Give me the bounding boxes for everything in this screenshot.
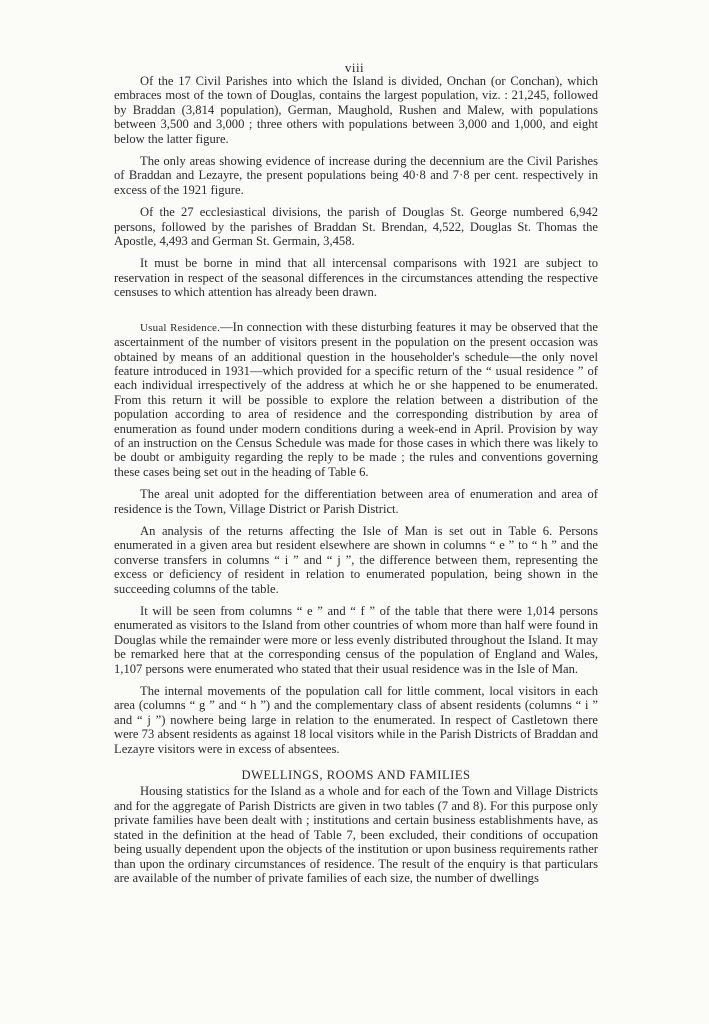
paragraph-internal-movements: The internal movements of the population call for little comment, local visitors in each area (columns “ g ” and “ h ”) and the complementary class of absent residents (columns “ i ” and “ j ”) nowhere being large in relation to the enumerated. In respect of Castletown there were 73 absent residents as against 18 local visitors while in the Parish Districts of Braddan and Lezayre visitors were in excess of absentees. [114,684,598,756]
paragraph-intercensal-comparisons: It must be borne in mind that all intercensal comparisons with 1921 are subject to reservation in respect of the seasonal differences in the circumstances attending the respective censuses to which attention has already been drawn. [114,256,598,300]
paragraph-visitors: It will be seen from columns “ e ” and “ f ” of the table that there were 1,014 persons enumerated as visitors to the Island from other countries of whom more than half were found in Douglas while the remainder were more or less evenly distributed throughout the Island. It may be remarked here that at the corresponding census of the population of England and Wales, 1,107 persons were enumerated who stated that their usual residence was in the Isle of Man. [114,604,598,676]
section-heading: DWELLINGS, ROOMS AND FAMILIES [241,768,471,783]
paragraph-usual-residence [114,320,598,479]
paragraph-areas-increase: The only areas showing evidence of increase during the decennium are the Civil Parishes of Braddan and Lezayre, the present populations being 40·8 and 7·8 per cent. respectively in excess of the 1921 figure. [114,154,598,197]
page-number: viii [344,60,365,75]
paragraph-areal-unit: The areal unit adopted for the differentiation between area of enumeration and area of residence is the Town, Village District or Parish District. [114,487,598,516]
body-text [114,74,598,885]
run-in-heading: Usual Residence. [140,321,221,334]
paragraph-usual-residence-text: —In connection with these disturbing features it may be observed that the ascertainment of the number of visitors present in the population on the present occasion was obtained by means of an additional question in the householder's schedule—the only novel feature introduced in 1931—which provided for a specific return of the “ usual residence ” of each individual irrespectively of the address at which he or she happened to be enumerated. From this return it will be possible to explore the relation between a distribution of the population according to area of residence and the corresponding distribution by area of enumeration as found under modern conditions during a week-end in April. Provision by way of an instruction on the Census Schedule was made for those cases in which there was likely to be doubt or ambiguity regarding the reply to be made ; the rules and conventions governing these cases being set out in the heading of Table 6. [114,319,598,479]
paragraph-civil-parishes: Of the 17 Civil Parishes into which the Island is divided, Onchan (or Conchan), which embraces most of the town of Douglas, contains the largest population, viz. : 21,245, followed by Braddan (3,814 population), German, Maughold, Rushen and Malew, with populations between 3,500 and 3,000 ; three others with populations between 3,000 and 1,000, and eight below the latter figure. [114,74,598,146]
paragraph-ecclesiastical-divisions: Of the 27 ecclesiastical divisions, the parish of Douglas St. George numbered 6,942 persons, followed by the parishes of Braddan St. Brendan, 4,522, Douglas St. Thomas the Apostle, 4,493 and German St. Germain, 3,458. [114,205,598,249]
paragraph-table-6-analysis: An analysis of the returns affecting the Isle of Man is set out in Table 6. Persons enumerated in a given area but resident elsewhere are shown in columns “ e ” to “ h ” and the converse transfers in columns “ i ” and “ j ”, the difference between them, representing the excess or deficiency of resident in relation to enumerated population, being shown in the succeeding columns of the table. [114,523,598,596]
paragraph-housing-statistics: Housing statistics for the Island as a whole and for each of the Town and Village Districts and for the aggregate of Parish Districts are given in two tables (7 and 8). For this purpose only private families have been dealt with ; institutions and certain business establishments have, as stated in the definition at the head of Table 7, been excluded, their conditions of occupation being usually dependent upon the objects of the institution or upon business requirements rather than upon the ordinary circumstances of residence. The result of the enquiry is that particulars are available of the number of private families of each size, the number of dwellings [114,784,598,885]
